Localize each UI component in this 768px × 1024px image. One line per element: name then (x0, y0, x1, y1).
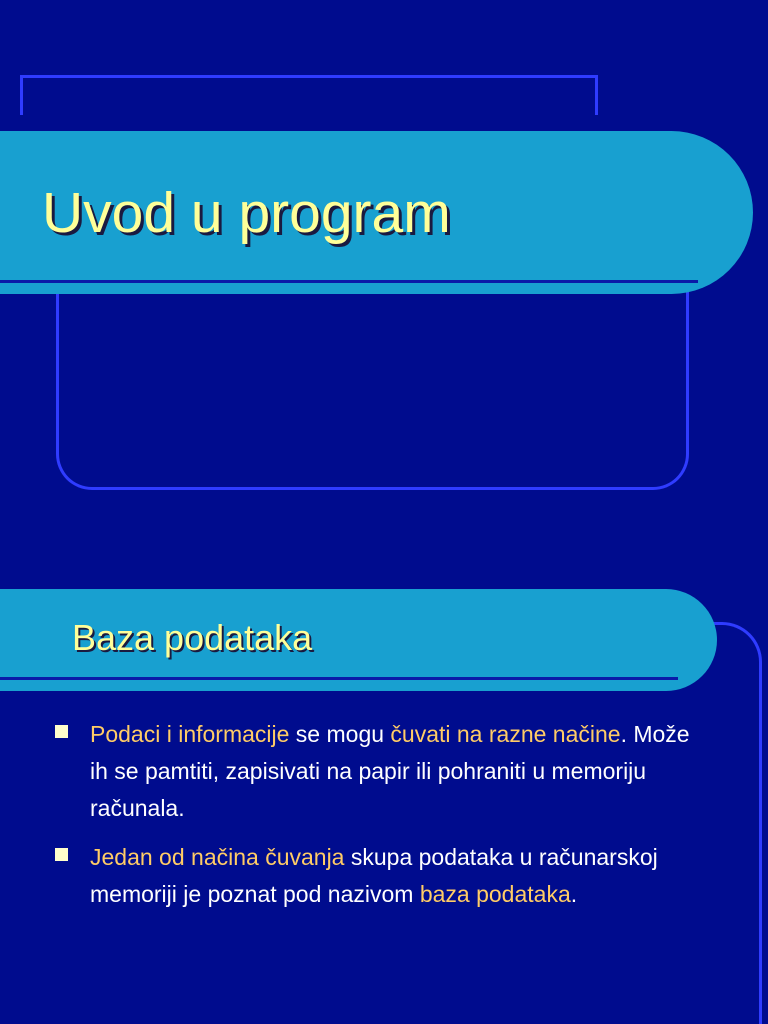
body-text: . (570, 881, 578, 907)
body-text: skupa podataka u računarskoj memoriji je poznat pod nazivom (90, 844, 658, 907)
highlight-text: Podaci i informacije (90, 721, 290, 747)
decorative-frame-top (20, 75, 598, 115)
bullet-list (55, 716, 705, 925)
slide-subtitle: Baza podataka (72, 617, 313, 658)
bullet-item (55, 839, 705, 913)
highlight-text: čuvati na razne načine (390, 721, 621, 747)
slide-title: Uvod u program (42, 181, 451, 245)
title-underline (0, 280, 698, 283)
bullet-item (55, 716, 705, 827)
highlight-text: Jedan od načina čuvanja (90, 844, 345, 870)
subtitle-underline (0, 677, 678, 680)
square-bullet-icon (55, 848, 68, 861)
highlight-text: baza podataka (419, 881, 571, 907)
body-text: . Može ih se pamtiti, zapisivati na papir ili pohraniti u memoriju računala. (90, 721, 690, 821)
square-bullet-icon (55, 725, 68, 738)
body-text: se mogu (289, 721, 391, 747)
